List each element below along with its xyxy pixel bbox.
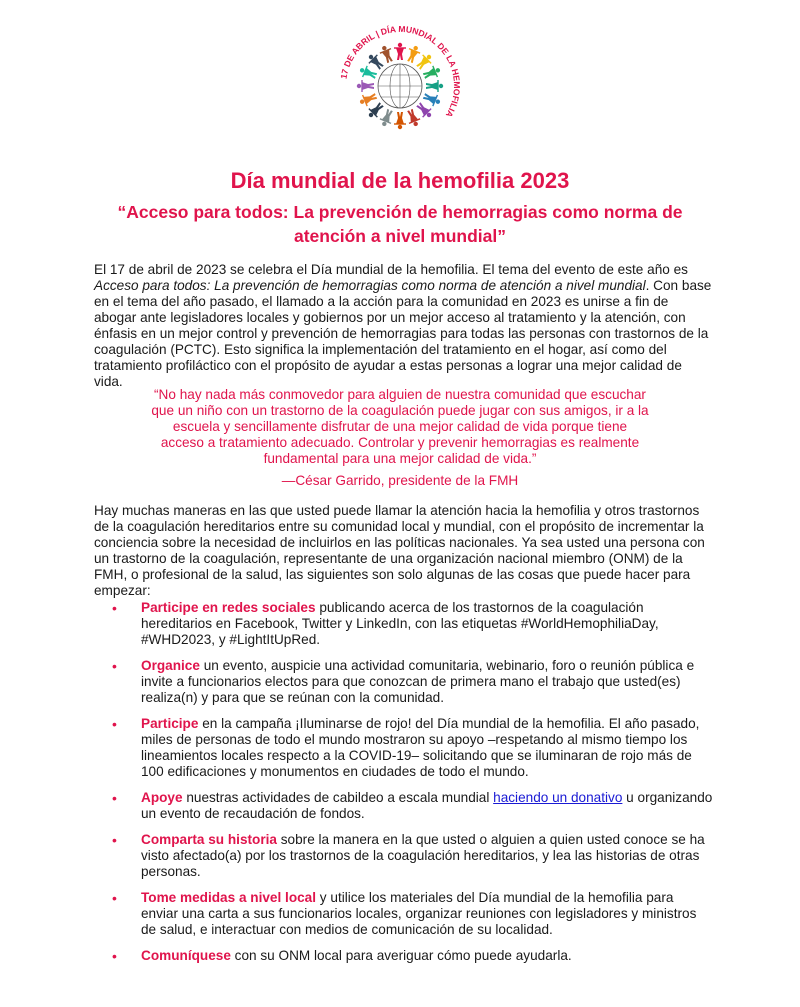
- bullet-icon: •: [112, 658, 117, 674]
- list-item-text: publicando acerca de los trastornos de la coagulación hereditarios en Facebook, Twitter y LinkedIn, con las etiquetas #WorldHemophiliaDay, #WHD2023, y #LightItUpRed.: [141, 600, 659, 647]
- list-item-lead: Tome medidas a nivel local: [141, 890, 317, 905]
- page-subtitle: “Acceso para todos: La prevención de hemorragias como norma de atención a nivel mundial”: [117, 202, 683, 246]
- list-item-text: sobre la manera en la que usted o alguien a quien usted conoce se ha visto afectado(a) por los trastornos de la coagulación hereditarios, y lea las historias de otras personas.: [141, 832, 705, 879]
- intro-text-1: El 17 de abril de 2023 se celebra el Día mundial de la hemofilia. El tema del evento de este año es: [94, 262, 688, 277]
- logo-emblem-icon: [334, 20, 466, 152]
- list-item-text: u organizando un evento de recaudación de fondos.: [141, 790, 713, 821]
- list-item-text: en la campaña ¡Iluminarse de rojo! del Día mundial de la hemofilia. El año pasado, miles de personas de todo el mundo mostraron su apoyo –respetando al mismo tiempo los lineamientos locales respecto a la COVID-19– solicitando que se iluminaran de rojo más de 100 edificaciones y monumentos en ciudades de todo el mundo.: [141, 716, 700, 779]
- list-item-lead: Comuníquese: [141, 948, 231, 963]
- globe-icon: [378, 64, 422, 108]
- list-item-lead: Comparta su historia: [141, 832, 277, 847]
- intro-paragraph: [94, 262, 712, 390]
- logo-ring-text: 17 DE ABRIL | DÍA MUNDIAL DE LA HEMOFILIA: [338, 23, 463, 120]
- body-paragraph: Hay muchas maneras en las que usted puede llamar la atención hacia la hemofilia y otros trastornos de la coagulación hereditarios entre su comunidad local y mundial, con el propósito de incrementar la conciencia sobre la necesidad de incluirlos en las políticas nacionales. Ya sea usted una persona con un trastorno de la coagulación, representante de una organización nacional miembro (ONM) de la FMH, o profesional de la salud, las siguientes son solo algunas de las cosas que puede hacer para empezar:: [94, 503, 705, 598]
- list-item-text: y utilice los materiales del Día mundial de la hemofilia para enviar una carta a sus funcionarios locales, organizar reuniones con legisladores y ministros de salud, e interactuar con medios de comunicación de su localidad.: [141, 890, 697, 937]
- bullet-icon: •: [112, 600, 117, 616]
- list-item: [94, 790, 714, 822]
- list-item: [94, 600, 714, 648]
- donation-link[interactable]: haciendo un donativo: [493, 790, 623, 805]
- bullet-icon: •: [112, 716, 117, 732]
- world-hemophilia-day-logo: [334, 20, 466, 152]
- list-item-lead: Participe: [141, 716, 199, 731]
- bullet-icon: •: [112, 832, 117, 848]
- quote-attribution: —César Garrido, presidente de la FMH: [281, 473, 519, 488]
- list-item: [94, 716, 714, 780]
- list-item-lead: Participe en redes sociales: [141, 600, 316, 615]
- president-quote: “No hay nada más conmovedor para alguien de nuestra comunidad que escuchar que un niño con un trastorno de la coagulación puede jugar con sus amigos, ir a la escuela y sencillamente disfrutar de una mejor calidad de vida porque tiene acceso a tratamiento adecuado. Controlar y prevenir hemorragias es realmente fundamental para una mejor calidad de vida.”: [151, 387, 649, 466]
- bullet-icon: •: [112, 890, 117, 906]
- list-item-text: un evento, auspicie una actividad comunitaria, webinario, foro o reunión pública e invite a funcionarios electos para que conozcan de primera mano el trabajo que usted(es) realiza(n) y para que se reúnan con la comunidad.: [141, 658, 695, 705]
- list-item: [94, 832, 714, 880]
- list-item: [94, 948, 714, 964]
- list-item-lead: Apoye: [141, 790, 183, 805]
- page-title: Día mundial de la hemofilia 2023: [230, 168, 570, 193]
- list-item: [94, 890, 714, 938]
- bullet-icon: •: [112, 790, 117, 806]
- list-item-text: nuestras actividades de cabildeo a escala mundial: [182, 790, 494, 805]
- action-list: [94, 600, 714, 964]
- intro-text-2: . Con base en el tema del año pasado, el llamado a la acción para la comunidad en 2023 es unirse a fin de abogar ante legisladores locales y gobiernos por un mejor acceso al tratamiento y la atención, con énfasis en un mejor control y prevención de hemorragias para todas las personas con trastornos de la coagulación (PCTC). Esto significa la implementación del tratamiento en el hogar, así como del tratamiento profiláctico con el propósito de ayudar a estas personas a lograr una mejor calidad de vida.: [94, 278, 712, 389]
- list-item: [94, 658, 714, 706]
- list-item-text: con su ONM local para averiguar cómo puede ayudarla.: [230, 948, 572, 963]
- list-item-lead: Organice: [141, 658, 200, 673]
- intro-theme: Acceso para todos: La prevención de hemorragias como norma de atención a nivel mundial: [94, 278, 646, 293]
- bullet-icon: •: [112, 948, 117, 964]
